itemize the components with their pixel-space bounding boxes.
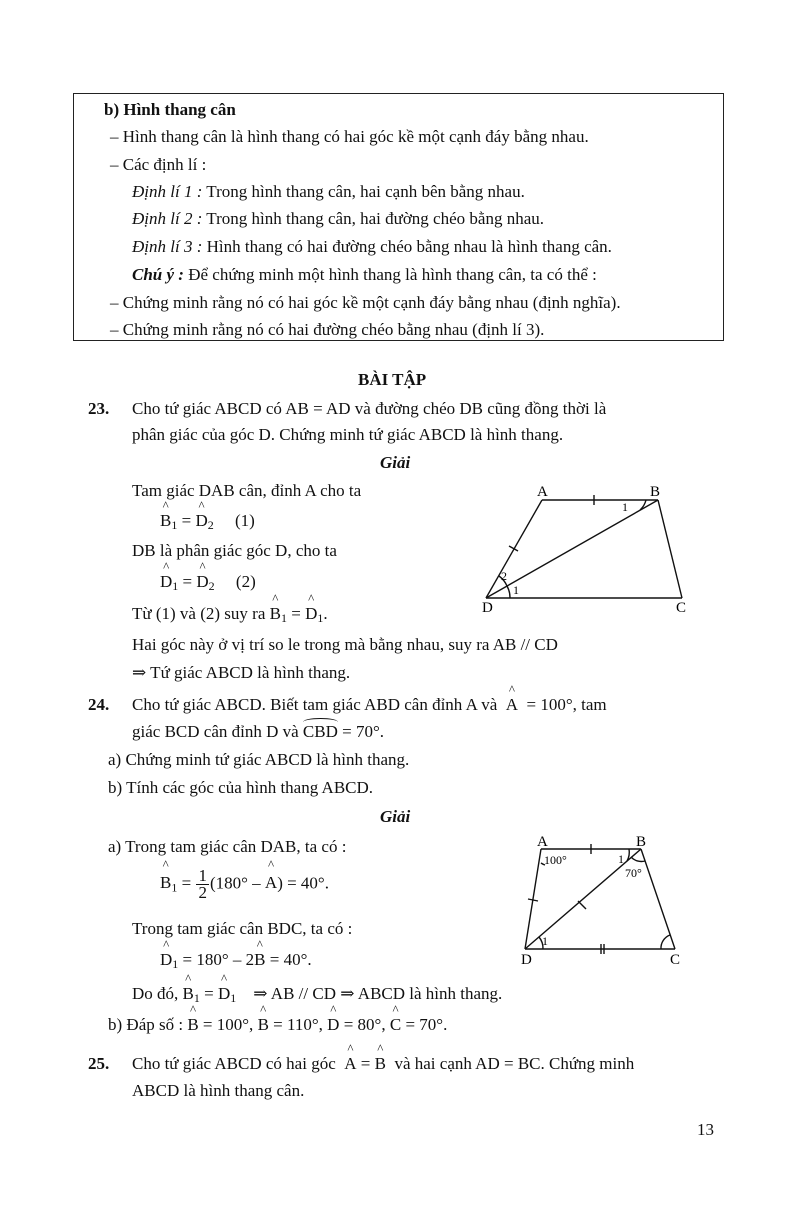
ex24-angle-b1: 1 bbox=[618, 852, 624, 866]
theorem-2: Định lí 2 : Trong hình thang cân, hai đường chéo bằng nhau. bbox=[132, 209, 544, 228]
ex24-label-b: B bbox=[636, 834, 647, 850]
ex24-eq-d1: ^ $D_1 = 180^\circ$ – 2^ B = 40°. bbox=[160, 949, 312, 975]
ex24-solution-a1: a) Trong tam giác cân DAB, ta có : bbox=[108, 837, 347, 856]
ex23-trapezoid-figure bbox=[470, 478, 700, 618]
ex24-angle-b: 70° bbox=[625, 866, 642, 880]
ex24-angle-d1: 1 bbox=[542, 934, 548, 948]
ex23-solution-5: Từ (1) và (2) suy ra ^ $B_1$ = ^ $D_1$. bbox=[132, 603, 328, 629]
theorem-1: Định lí 1 : Trong hình thang cân, hai cạnh bên bằng nhau. bbox=[132, 182, 525, 201]
ex23-statement-1: Cho tứ giác ABCD có AB = AD và đường chéo DB cũng đồng thời là bbox=[132, 399, 607, 418]
note-item-2: – Chứng minh rằng nó có hai đường chéo bằng nhau (định lí 3). bbox=[110, 320, 545, 339]
ex25-statement-2: ABCD là hình thang cân. bbox=[132, 1081, 305, 1100]
ex24-statement-2: giác BCD cân đỉnh D và CBD = 70°. bbox=[132, 722, 385, 741]
ex24-label-d: D bbox=[521, 952, 532, 968]
ex23-label-b: B bbox=[650, 484, 661, 500]
ex23-solution-6: Hai góc này ở vị trí so le trong mà bằng nhau, suy ra AB // CD bbox=[132, 635, 558, 654]
ex23-eq-2: ^ $D_1$ = ^ $D_2$ (2) bbox=[160, 571, 256, 597]
note: Chú ý : Để chứng minh một hình thang là hình thang cân, ta có thể : bbox=[132, 265, 597, 284]
box-definition: – Hình thang cân là hình thang có hai góc kề một cạnh đáy bằng nhau. bbox=[110, 127, 589, 146]
page-number: 13 bbox=[697, 1120, 714, 1139]
ex24-label-a: A bbox=[537, 834, 548, 850]
ex23-angle-d2: 2 bbox=[501, 569, 507, 583]
ex23-solution-1: Tam giác DAB cân, đỉnh A cho ta bbox=[132, 481, 362, 500]
ex23-number: 23. bbox=[88, 399, 110, 418]
ex23-solution-7: ⇒ Tứ giác ABCD là hình thang. bbox=[132, 663, 351, 682]
ex23-statement-2: phân giác của góc D. Chứng minh tứ giác ABCD là hình thang. bbox=[132, 425, 564, 444]
ex23-label-c: C bbox=[676, 600, 687, 616]
ex24-solution-a3: Trong tam giác cân BDC, ta có : bbox=[132, 919, 353, 938]
ex24-part-a: a) Chứng minh tứ giác ABCD là hình thang. bbox=[108, 750, 410, 769]
ex24-trapezoid-figure bbox=[515, 833, 695, 968]
box-theorems-heading: – Các định lí : bbox=[110, 155, 207, 174]
ex23-label-d: D bbox=[482, 600, 493, 616]
theorem-3: Định lí 3 : Hình thang có hai đường chéo bằng nhau là hình thang cân. bbox=[132, 237, 612, 256]
ex24-part-b: b) Tính các góc của hình thang ABCD. bbox=[108, 778, 374, 797]
ex24-answer-b: b) Đáp số : ^ B = 100°, ^ B = 110°, ^ D = 80°, ^ C = 70°. bbox=[108, 1014, 447, 1036]
box-title: b) Hình thang cân bbox=[104, 100, 236, 119]
note-item-1: – Chứng minh rằng nó có hai góc kề một cạnh đáy bằng nhau (định nghĩa). bbox=[110, 293, 621, 312]
ex23-angle-b1: 1 bbox=[622, 500, 628, 514]
ex24-statement-1: Cho tứ giác ABCD. Biết tam giác ABD cân đỉnh A và ^ A = 100°, tam bbox=[132, 694, 607, 716]
ex23-solution-label: Giải bbox=[380, 453, 411, 472]
ex25-number: 25. bbox=[88, 1054, 110, 1073]
ex23-label-a: A bbox=[537, 484, 548, 500]
ex24-number: 24. bbox=[88, 695, 110, 714]
ex23-angle-d1: 1 bbox=[513, 583, 519, 597]
section-title: BÀI TẬP bbox=[358, 370, 427, 389]
ex24-solution-label: Giải bbox=[380, 807, 411, 826]
ex24-label-c: C bbox=[670, 952, 681, 968]
ex24-angle-a: 100° bbox=[544, 853, 567, 867]
ex25-statement-1: Cho tứ giác ABCD có hai góc ^ A = ^ B và hai cạnh AD = BC. Chứng minh bbox=[132, 1053, 634, 1075]
ex24-eq-b1: ^ $B_1$ = $\frac{1}{2}$ (180° – ^ A) = 40°. bbox=[160, 868, 329, 901]
ex24-solution-a5: Do đó, ^ $B_1$ = ^ $D_1$ ⇒ AB // CD ⇒ ABCD là hình thang. bbox=[132, 983, 502, 1009]
ex23-solution-3: DB là phân giác góc D, cho ta bbox=[132, 541, 337, 560]
ex23-eq-1: ^ $B_1$ = ^ $D_2$ (1) bbox=[160, 510, 255, 536]
